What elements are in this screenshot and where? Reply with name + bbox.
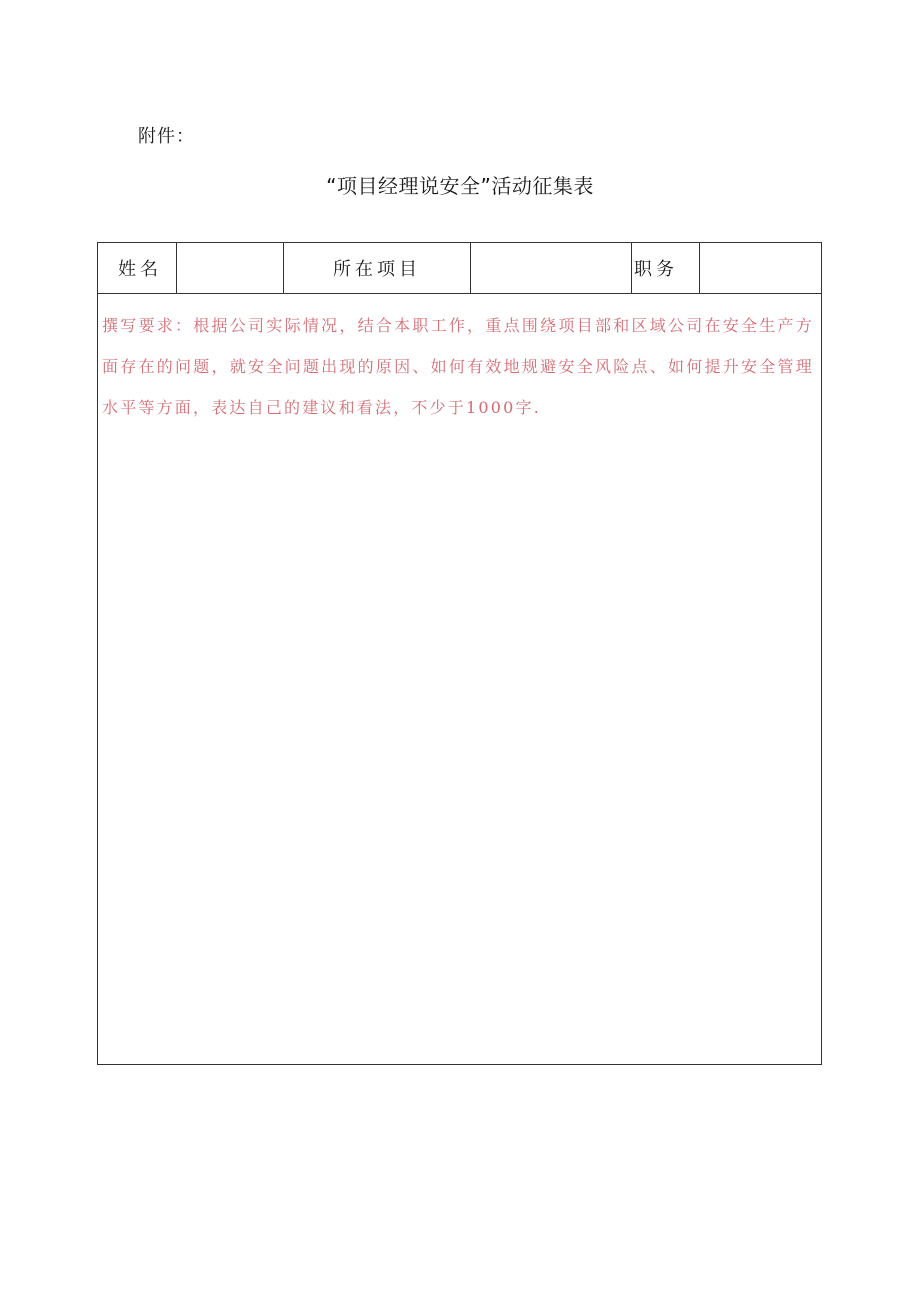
name-field[interactable] [177,243,284,293]
collection-form-table [97,242,822,1065]
project-field[interactable] [471,243,632,293]
attachment-label: 附件： [138,126,195,147]
form-header-row [98,243,821,294]
position-field[interactable] [700,243,822,293]
name-label: 姓名 [98,243,177,293]
position-label: 职务 [632,243,700,293]
form-title: “项目经理说安全”活动征集表 [326,174,594,198]
writing-requirements: 撰写要求：根据公司实际情况，结合本职工作，重点围绕项目部和区域公司在安全生产方面存在的问题，就安全问题出现的原因、如何有效地规避安全风险点、如何提升安全管理水平等方面，表达自己的建议和看法，不少于1000字. [102,316,814,417]
project-label: 所在项目 [284,243,471,293]
